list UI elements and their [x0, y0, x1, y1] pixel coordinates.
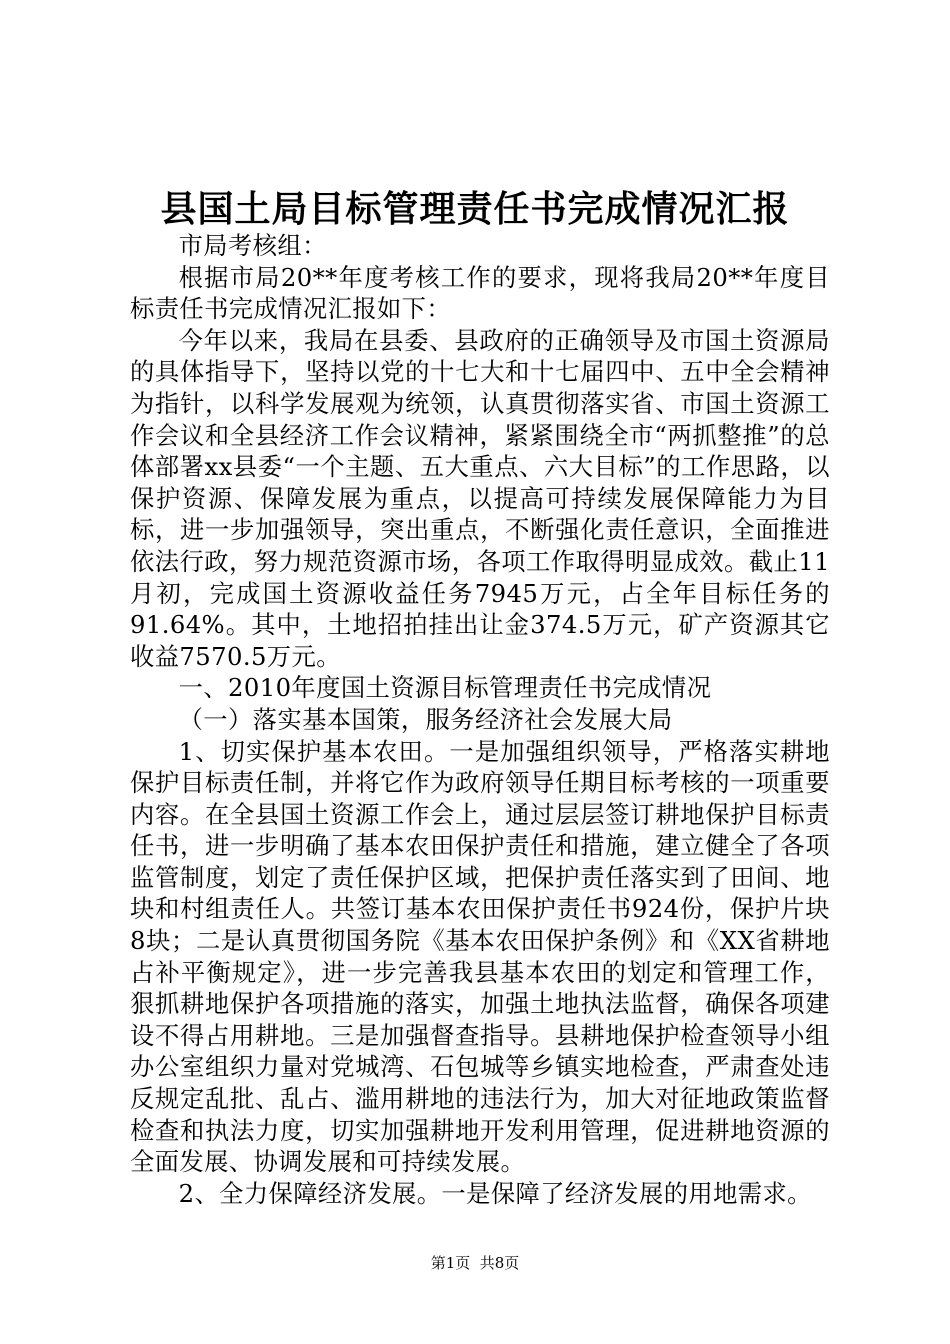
document-title: 县国土局目标管理责任书完成情况汇报 — [160, 188, 790, 230]
farmland-protection-paragraph: 1、切实保护基本农田。一是加强组织领导，严格落实耕地保护目标责任制，并将它作为政府领导任期目标考核的一项重要内容。在全县国土资源工作会上，通过层层签订耕地保护目标责任书，进一步明确了基本农田保护责任和措施，建立健全了各项监管制度，划定了责任保护区域，把保护责任落实到了田间、地块和村组责任人。共签订基本农田保护责任书924份，保护片块8块；二是认真贯彻国务院《基本农田保护条例》和《XX省耕地占补平衡规定》，进一步完善我县基本农田的划定和管理工作，狠抓耕地保护各项措施的落实，加强土地执法监督，确保各项建设不得占用耕地。三是加强督查指导。县耕地保护检查领导小组办公室组织力量对党城湾、石包城等乡镇实地检查，严肃查处违反规定乱批、乱占、滥用耕地的违法行为，加大对征地政策监督检查和执法力度，切实加强耕地开发利用管理，促进耕地资源的全面发展、协调发展和可持续发展。 — [130, 736, 830, 1177]
section-heading: 一、2010年度国土资源目标管理责任书完成情况 — [178, 673, 712, 703]
summary-paragraph: 今年以来，我局在县委、县政府的正确领导及市国土资源局的具体指导下，坚持以党的十七大和十七届四中、五中全会精神为指针，以科学发展观为统领，认真贯彻落实省、市国土资源工作会议和全县经济工作会议精神，紧紧围绕全市“两抓整推”的总体部署xx县委“一个主题、五大重点、六大目标”的工作思路，以保护资源、保障发展为重点，以提高可持续发展保障能力为目标，进一步加强领导，突出重点，不断强化责任意识，全面推进依法行政，努力规范资源市场，各项工作取得明显成效。截止11月初，完成国土资源收益任务7945万元，占全年目标任务的91.64%。其中，土地招拍挂出让金374.5万元，矿产资源其它收益7570.5万元。 — [130, 325, 830, 671]
page-number-footer: 第1页 共8页 — [430, 1254, 520, 1272]
economic-development-paragraph: 2、全力保障经济发展。一是保障了经济发展的用地需求。 — [178, 1178, 812, 1208]
intro-paragraph: 根据市局20**年度考核工作的要求，现将我局20**年度目标责任书完成情况汇报如下： — [130, 262, 830, 324]
document-body — [130, 230, 830, 1209]
salutation-paragraph: 市局考核组： — [178, 231, 327, 260]
subsection-heading: （一）落实基本国策，服务经济社会发展大局 — [178, 704, 673, 734]
